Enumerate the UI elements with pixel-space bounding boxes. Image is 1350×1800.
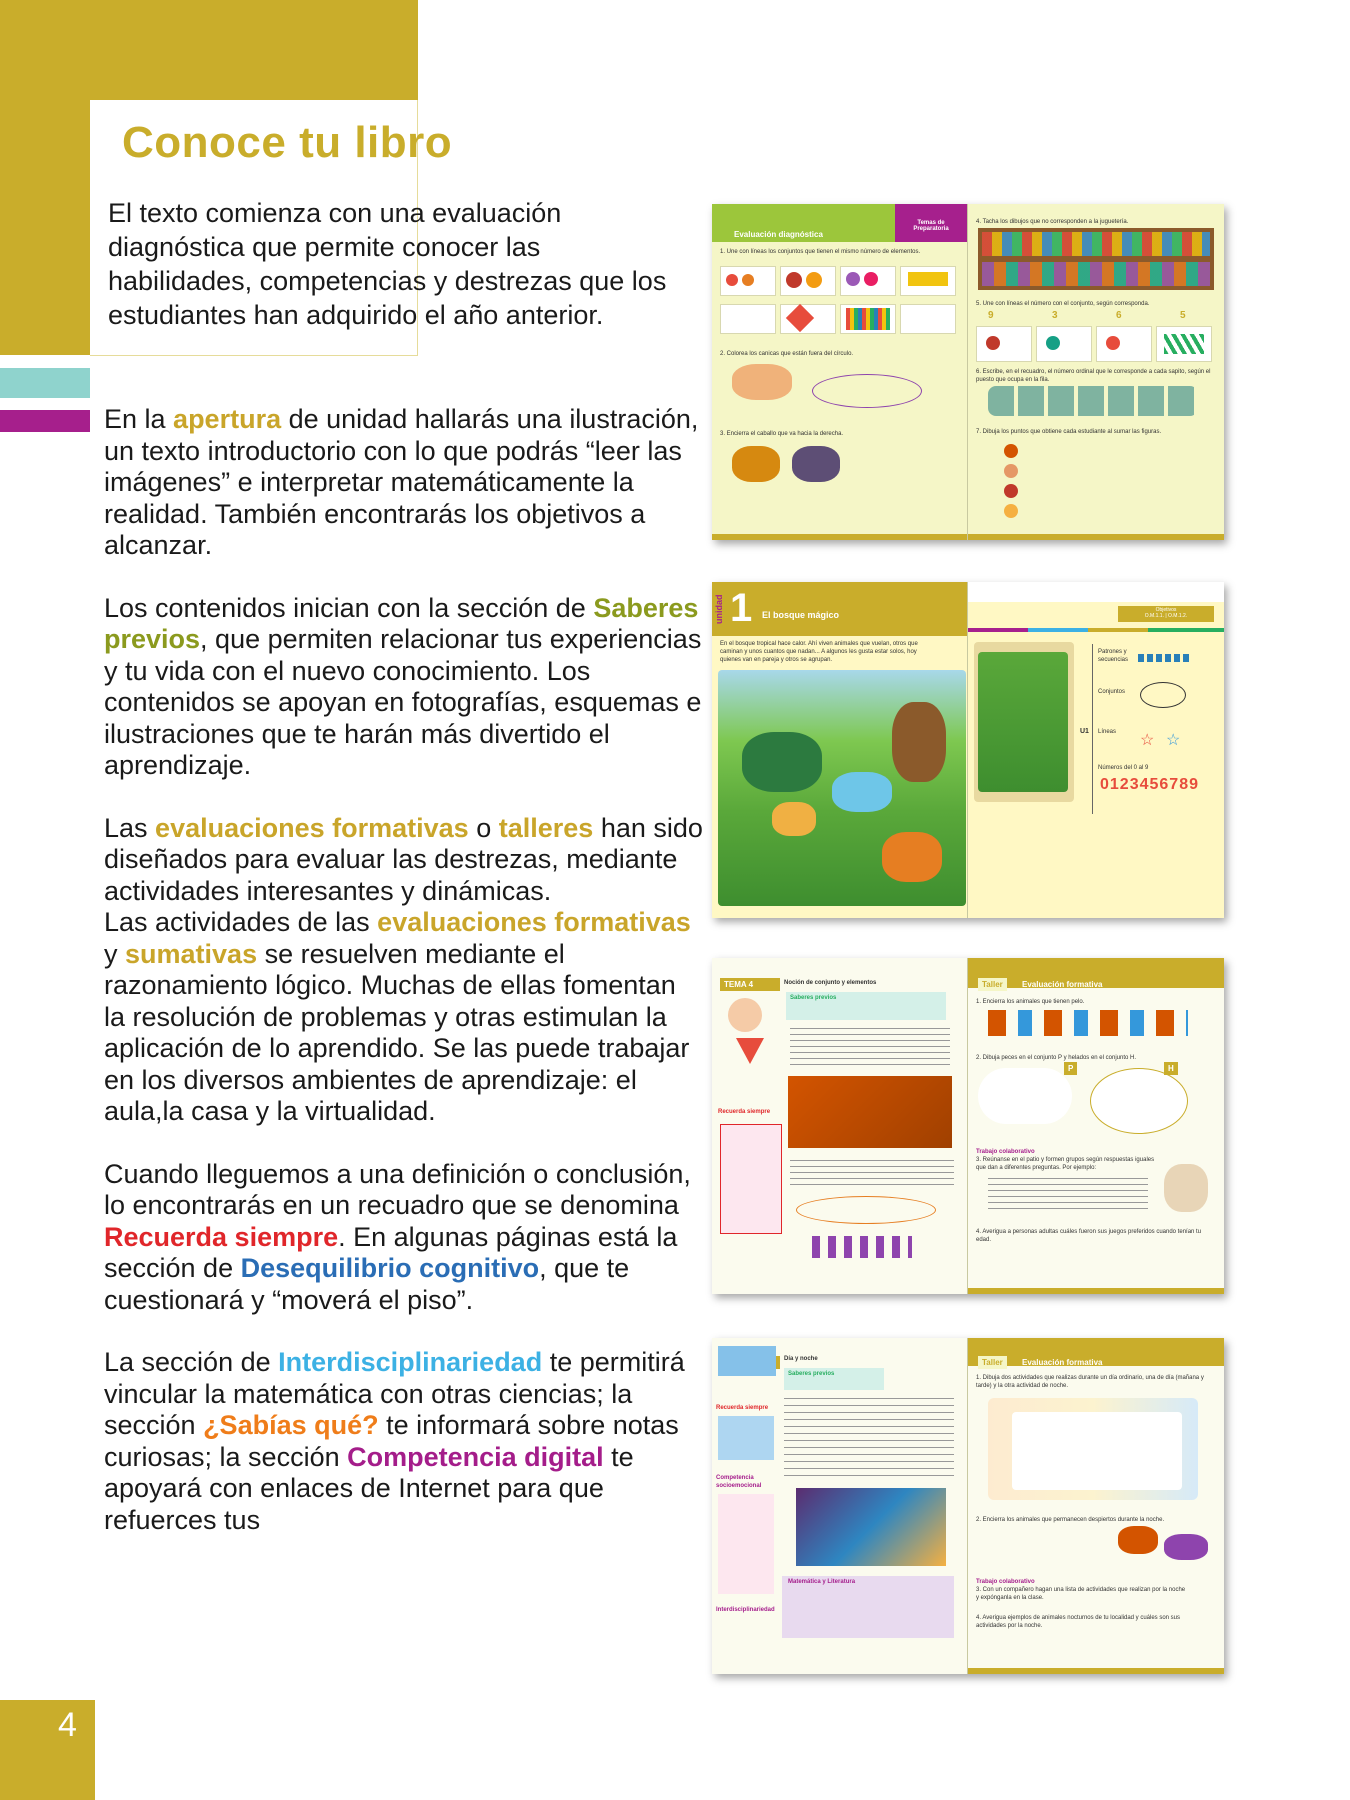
spread-1-q5: 5. Une con líneas el número con el conjunto, según corresponda. — [976, 301, 1150, 307]
set-h-label: H — [1164, 1062, 1178, 1075]
tema-6-inter: Interdisciplinariedad — [716, 1607, 775, 1613]
teal-stripe — [0, 368, 90, 398]
unit-number: 1 — [730, 586, 753, 630]
highlight-evaluaciones-formativas: evaluaciones formativas — [155, 812, 469, 843]
spread-2-left-page — [712, 582, 968, 918]
spread-4-trabajo: Trabajo colaborativo — [976, 1579, 1035, 1585]
highlight-interdisciplinariedad: Interdisciplinariedad — [278, 1347, 543, 1377]
book-spread-diagnostic — [712, 204, 1224, 540]
topic-numeros: Números del 0 al 9 — [1098, 765, 1149, 771]
highlight-desequilibrio-cognitivo: Desequilibrio cognitivo — [240, 1253, 540, 1283]
spread-1-q2: 2. Colorea los canicas que están fuera del círculo. — [720, 351, 854, 357]
objectives-codes: O.M.1.1. | O.M.1.2. — [1144, 613, 1188, 619]
tema-4-title: Noción de conjunto y elementos — [784, 980, 877, 986]
highlight-apertura: apertura — [173, 404, 282, 434]
unit-map-label: U1 — [1080, 728, 1089, 735]
paragraph-saberes: Los contenidos inician con la sección de Saberes previos, que permiten relacionar tus experiencias y tu vida con el nuevo conocimiento. Los contenidos se apoyan en fotografías, esquemas e ilustraciones que te harán más divertido el aprendizaje. — [104, 592, 702, 780]
spread-2-right-page — [968, 582, 1224, 918]
star-icon: ☆ — [1140, 732, 1155, 749]
spread-4-left-page — [712, 1338, 968, 1674]
spread-1-n1: 9 — [988, 310, 994, 321]
paragraph-secciones: La sección de Interdisciplinariedad te permitirá vincular la matemática con otras ciencias; la sección ¿Sabías qué? te informará sobre notas curiosas; la sección Competencia digital te apoyará con enlaces de Internet para que refuerces tus — [104, 1347, 685, 1535]
book-spread-tema-6 — [712, 1338, 1224, 1674]
spread-1-header-title: Evaluación diagnóstica — [734, 230, 823, 239]
spread-1-left-page — [712, 204, 968, 540]
topic-lineas: Líneas — [1098, 729, 1117, 735]
tema-6-mat-lit: Matemática y Literatura — [788, 1579, 856, 1585]
eval-formativa-tab: Evaluación formativa — [1022, 980, 1103, 989]
objectives-label: Objetivos — [1155, 607, 1177, 613]
book-spread-tema-4 — [712, 958, 1224, 1294]
spread-3-q3: 3. Reúnanse en el patio y formen grupos según respuestas iguales que dan a diferentes preguntas. Por ejemplo: — [976, 1157, 1155, 1171]
frogs-row — [988, 386, 1198, 416]
highlight-saberes-previos: Saberes previos — [104, 592, 699, 654]
tema-4-recuerda: Recuerda siempre — [718, 1109, 771, 1115]
page-number: 4 — [58, 1706, 77, 1744]
header-bar — [0, 0, 418, 100]
spread-1-n4: 5 — [1180, 310, 1186, 321]
set-p-label: P — [1064, 1062, 1077, 1075]
spread-1-q7: 7. Dibuja los puntos que obtiene cada estudiante al sumar las figuras. — [976, 429, 1162, 435]
spread-3-q4: 4. Averigua a personas adultas cuáles fueron sus juegos preferidos cuando tenían tu edad. — [976, 1229, 1202, 1243]
children-photo — [788, 1076, 952, 1148]
highlight-evaluaciones-formativas-2: evaluaciones formativas — [377, 907, 691, 937]
tema-6-saberes: Saberes previos — [788, 1371, 835, 1377]
highlight-talleres: talleres — [498, 812, 594, 843]
spread-1-q6: 6. Escribe, en el recuadro, el número ordinal que le corresponde a cada sapito, según el puesto que ocupa en la fila. — [976, 369, 1211, 383]
spread-1-q1: 1. Une con líneas los conjuntos que tienen el mismo número de elementos. — [720, 249, 921, 255]
tema-4-badge: TEMA 4 — [720, 978, 780, 991]
tema-6-competencia: Competencia socioemocional — [716, 1475, 762, 1489]
spread-4-q1: 1. Dibuja dos actividades que realizas durante un día ordinario, una de día (mañana y tarde) y la otra actividad de noche. — [976, 1375, 1204, 1389]
highlight-recuerda-siempre: Recuerda siempre — [104, 1221, 339, 1252]
highlight-sabias-que: ¿Sabías qué? — [203, 1410, 379, 1440]
spread-1-q3: 3. Encierra el caballo que va hacia la derecha. — [720, 431, 844, 437]
paragraph-evaluaciones: Las evaluaciones formativas o talleres han sido diseñados para evaluar las destrezas, mediante actividades interesantes y dinámicas. — [104, 812, 703, 906]
paragraph-apertura: En la apertura de unidad hallarás una ilustración, un texto introductorio con lo que podrás “leer las imágenes” e interpretar matemáticamente la realidad. También encontrarás los objetivos a alcanzar. — [104, 404, 699, 560]
side-bar — [0, 100, 90, 355]
topic-patrones: Patrones y secuencias — [1098, 649, 1129, 663]
spread-1-tab: Temas de Preparatoria — [895, 204, 967, 242]
spread-3-right-page — [968, 958, 1224, 1294]
taller-tab: Taller — [978, 1356, 1007, 1369]
taller-tab: Taller — [978, 978, 1007, 991]
unit-word: unidad — [714, 594, 724, 624]
spread-1-q4: 4. Tacha los dibujos que no corresponden a la juguetería. — [976, 219, 1129, 225]
spread-1-n3: 6 — [1116, 310, 1122, 321]
spread-1-right-page — [968, 204, 1224, 540]
spread-3-q2: 2. Dibuja peces en el conjunto P y helados en el conjunto H. — [976, 1055, 1136, 1061]
intro-paragraph: El texto comienza con una evaluación diagnóstica que permite conocer las habilidades, competencias y destrezas que los estudiantes han adquirido el año anterior. — [108, 198, 667, 330]
tema-4-saberes: Saberes previos — [790, 995, 837, 1001]
highlight-sumativas: sumativas — [125, 938, 258, 969]
tema-6-title: Día y noche — [784, 1356, 818, 1362]
spread-3-trabajo: Trabajo colaborativo — [976, 1149, 1035, 1155]
objectives-box — [1118, 606, 1214, 622]
spread-4-right-page — [968, 1338, 1224, 1674]
star-icon: ☆ — [1166, 732, 1181, 749]
digits-illustration: 0123456789 — [1100, 776, 1199, 793]
magenta-stripe — [0, 410, 90, 432]
page-title: Conoce tu libro — [122, 118, 453, 167]
unit-title: El bosque mágico — [762, 610, 840, 620]
spread-3-left-page — [712, 958, 968, 1294]
eval-formativa-tab: Evaluación formativa — [1022, 1358, 1103, 1367]
day-night-illustration — [796, 1488, 946, 1566]
footer-bar — [0, 1700, 95, 1800]
highlight-competencia-digital: Competencia digital — [347, 1441, 604, 1472]
tema-6-recuerda: Recuerda siempre — [716, 1405, 769, 1411]
spread-4-q2: 2. Encierra los animales que permanecen despiertos durante la noche. — [976, 1517, 1165, 1523]
spread-4-q4: 4. Averigua ejemplos de animales nocturnos de tu localidad y cuáles son sus actividades por la noche. — [976, 1615, 1181, 1629]
title-frame-line — [90, 355, 418, 356]
body-text — [104, 404, 704, 1536]
spread-4-q3: 3. Con un compañero hagan una lista de actividades que realizan por la noche y expónganla en la clase. — [976, 1587, 1186, 1601]
paragraph-actividades: Las actividades de las evaluaciones formativas y sumativas se resuelven mediante el razonamiento lógico. Muchas de ellas fomentan la resolución de problemas y otras estimulan la aplicación de lo aprendido. Se las puede trabajar en los diversos ambientes de aprendizaje: el aula,la casa y la virtualidad. — [104, 907, 691, 1126]
paragraph-recuerda: Cuando lleguemos a una definición o conclusión, lo encontrarás en un recuadro que se denomina Recuerda siempre. En algunas páginas está la sección de Desequilibrio cognitivo, que te cuestionará y “moverá el piso”. — [104, 1158, 691, 1315]
spread-1-n2: 3 — [1052, 310, 1058, 321]
topic-conjuntos: Conjuntos — [1098, 689, 1126, 695]
spread-3-q1: 1. Encierra los animales que tienen pelo. — [976, 999, 1085, 1005]
unit-story: En el bosque tropical hace calor. Ahí viven animales que vuelan, otros que caminan y unos cuantos que nadan... A algunos les gusta estar solos, hoy quienes van en pareja y otros se agrupan. — [720, 641, 918, 663]
book-spread-unit-opening — [712, 582, 1224, 918]
